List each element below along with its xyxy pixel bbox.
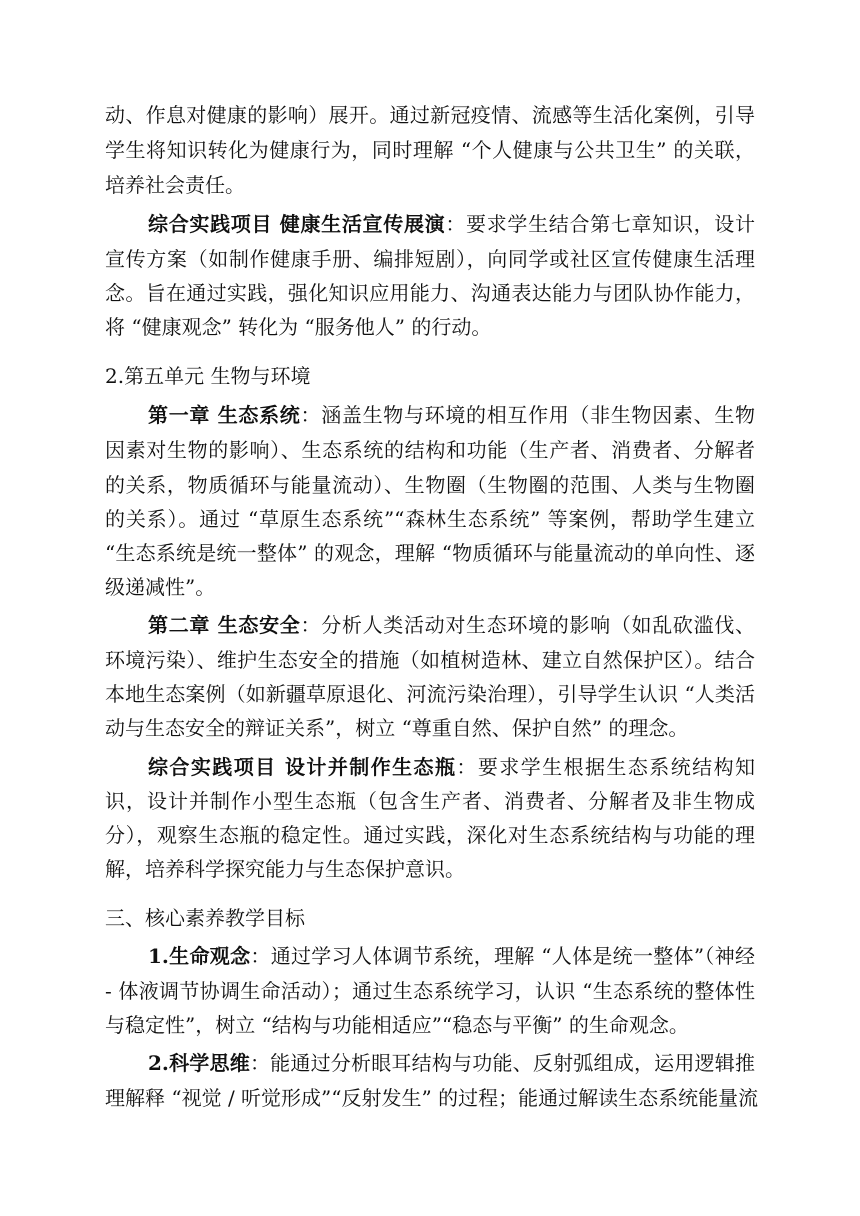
paragraph-title: 第二章 生态安全: [148, 613, 301, 637]
paragraph-line: 动与生态安全的辩证关系”，树立 “尊重自然、保护自然” 的理念。: [105, 716, 689, 740]
paragraph-line: 的关系，物质循环与能量流动）、生物圈（生物圈的范围、人类与生物圈: [105, 473, 755, 497]
paragraph-text: ：涵盖生物与环境的相互作用（非生物因素、生物: [300, 403, 756, 427]
paragraph-first-line: [148, 942, 755, 970]
paragraph-line: 宣传方案（如制作健康手册、编排短剧），向同学或社区宣传健康生活理: [105, 247, 755, 271]
paragraph-first-line: [148, 401, 755, 429]
paragraph-first-line: [148, 1049, 755, 1077]
paragraph-line: 级递减性”。: [105, 575, 216, 599]
paragraph-line: - 体液调节协调生命活动）；通过生态系统学习，认识 “生态系统的整体性: [105, 979, 755, 1003]
paragraph-line: 解，培养科学探究能力与生态保护意识。: [105, 857, 465, 881]
paragraph-text: ：能通过分析眼耳结构与功能、反射弧组成，运用逻辑推: [249, 1051, 755, 1075]
section-heading: 三、核心素养教学目标: [105, 906, 305, 930]
paragraph-title: 综合实践项目 健康生活宣传展演: [148, 212, 446, 236]
paragraph-title: 第一章 生态系统: [148, 403, 301, 427]
paragraph-line: “生态系统是统一整体” 的观念，理解 “物质循环与能量流动的单向性、逐: [105, 541, 755, 565]
paragraph-text: ：分析人类活动对生态环境的影响（如乱砍滥伐、: [300, 613, 756, 637]
paragraph-title: 1.生命观念: [148, 944, 251, 968]
paragraph-line: 将 “健康观念” 转化为 “服务他人” 的行动。: [105, 315, 492, 339]
section-heading: 2.第五单元 生物与环境: [105, 364, 311, 388]
paragraph-line: 分），观察生态瓶的稳定性。通过实践，深化对生态系统结构与功能的理: [105, 823, 755, 847]
paragraph-title: 2.科学思维: [148, 1051, 250, 1075]
paragraph-first-line: [148, 753, 755, 781]
paragraph-text: ：通过学习人体调节系统，理解 “人体是统一整体”（神经: [250, 944, 755, 968]
paragraph-line: 因素对生物的影响）、生态系统的结构和功能（生产者、消费者、分解者: [105, 438, 755, 462]
paragraph-line: 环境污染）、维护生态安全的措施（如植树造林、建立自然保护区）。结合: [105, 648, 755, 672]
paragraph-title: 综合实践项目 设计并制作生态瓶: [148, 755, 457, 779]
paragraph-line: 理解释 “视觉 / 听觉形成”“反射发生” 的过程；能通过解读生态系统能量流: [105, 1086, 759, 1110]
paragraph-line: 学生将知识转化为健康行为，同时理解 “个人健康与公共卫生” 的关联，: [105, 138, 755, 162]
paragraph-line: 培养社会责任。: [105, 173, 245, 197]
paragraph-line: 与稳定性”，树立 “结构与功能相适应”“稳态与平衡” 的生命观念。: [105, 1013, 689, 1037]
paragraph-line: 动、作息对健康的影响）展开。通过新冠疫情、流感等生活化案例，引导: [105, 103, 755, 127]
paragraph-line: 本地生态案例（如新疆草原退化、河流污染治理），引导学生认识 “人类活: [105, 682, 755, 706]
paragraph-line: 念。旨在通过实践，强化知识应用能力、沟通表达能力与团队协作能力，: [105, 281, 755, 305]
paragraph-line: 识，设计并制作小型生态瓶（包含生产者、消费者、分解者及非生物成: [105, 789, 755, 813]
paragraph-text: ：要求学生根据生态系统结构知: [456, 755, 756, 779]
paragraph-first-line: [148, 611, 755, 639]
paragraph-first-line: [148, 210, 755, 238]
paragraph-text: ：要求学生结合第七章知识，设计: [445, 212, 755, 236]
paragraph-line: 的关系）。通过 “草原生态系统”“森林生态系统” 等案例，帮助学生建立: [105, 507, 755, 531]
